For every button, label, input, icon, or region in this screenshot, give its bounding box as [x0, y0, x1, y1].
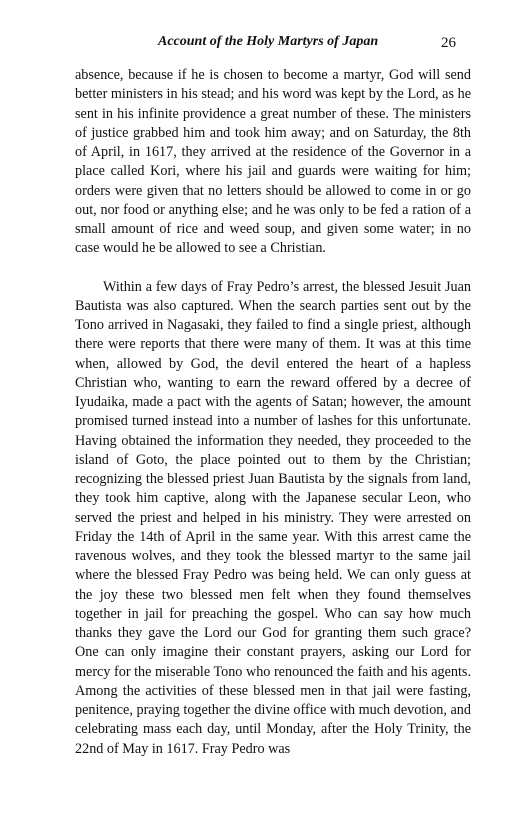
body-text: [75, 66, 471, 759]
running-title: Account of the Holy Martyrs of Japan: [158, 34, 379, 49]
running-header: [0, 34, 528, 54]
paragraph: Within a few days of Fray Pedro’s arrest, the blessed Jesuit Juan Bautista was also captured. When the search parties sent out by the Tono arrived in Nagasaki, they failed to find a single priest, although there were reports that there were many of them. It was at this time when, allowed by God, the devil entered the heart of a hapless Christian who, wanting to earn the reward offered by a decree of Iyudaika, made a pact with the agents of Satan; however, the amount promised turned instead into a number of lashes for this unfortunate. Having obtained the information they needed, they proceeded to the island of Goto, the place pointed out to them by the Christian; recognizing the blessed priest Juan Bautista by the signals from land, they took him captive, along with the Japanese secular Leon, who served the priest and helped in his ministry. They were arrested on Friday the 14th of April in the same year. With this arrest came the ravenous wolves, and they took the blessed martyr to the same jail where the blessed Fray Pedro was being held. We can only guess at the joy these two blessed men felt when they found themselves together in jail for preaching the gospel. Who can say how much thanks they gave the Lord our God for granting them such grace? One can only imagine their constant prayers, asking our Lord for mercy for the miserable Tono who renounced the faith and his agents. Among the activities of these blessed men in that jail were fasting, penitence, praying together the divine office with much devotion, and celebrating mass each day, until Monday, after the Holy Trinity, the 22nd of May in 1617. Fray Pedro was: [75, 278, 471, 757]
paragraph: absence, because if he is chosen to become a martyr, God will send better ministers in his stead; and his word was kept by the Lord, as he sent in his infinite providence a great number of these. The ministers of justice grabbed him and took him away; and on Saturday, the 8th of April, in 1617, they arrived at the residence of the Governor in a place called Kori, where his jail and guards were waiting for him; orders were given that no letters should be allowed to come in or go out, nor food or anything else; and he was only to be fed a ration of a small amount of rice and weed soup, and given some water; in no case would he be allowed to see a Christian.: [75, 67, 471, 257]
page-number: 26: [441, 35, 456, 51]
